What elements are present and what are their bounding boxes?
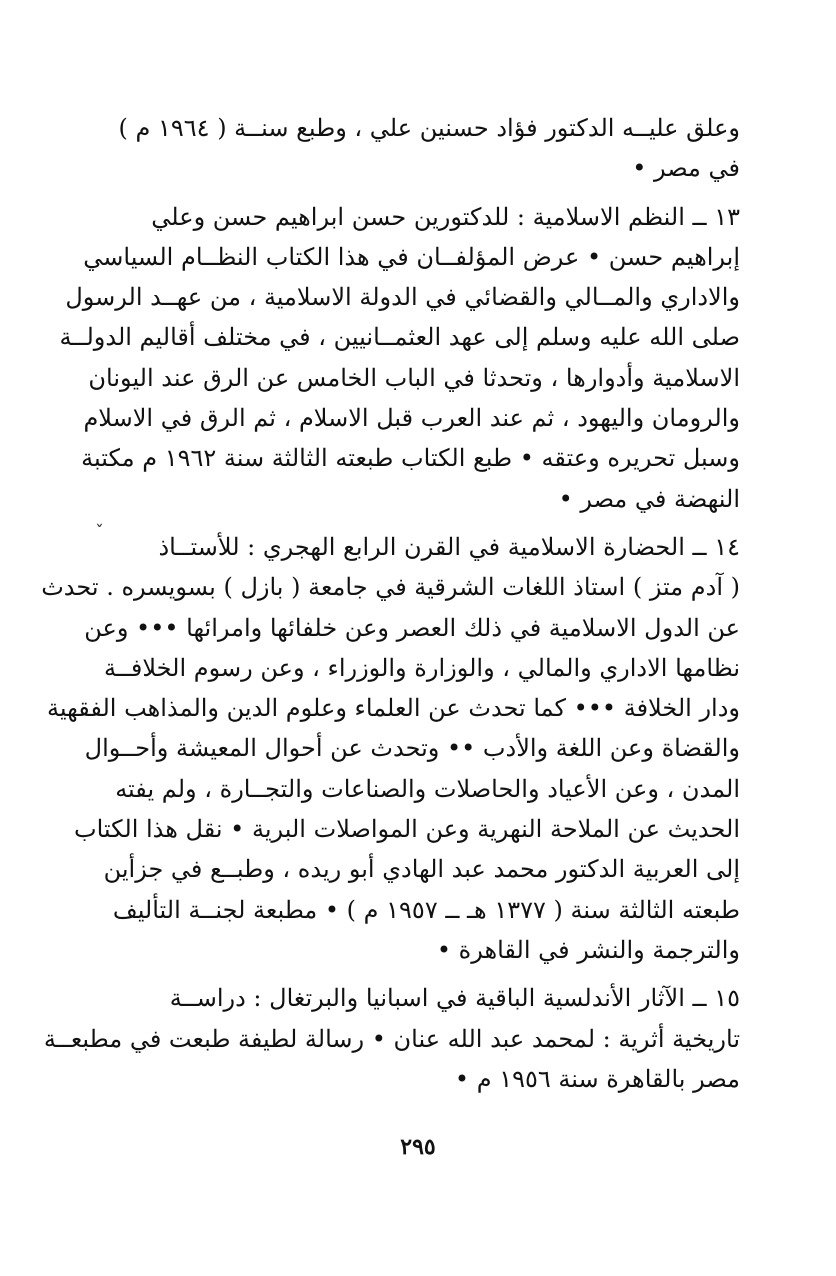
- text-line: والترجمة والنشر في القاهرة •: [436, 935, 740, 964]
- text-line: وسبل تحريره وعتقه • طبع الكتاب طبعته الثالثة سنة ١٩٦٢ م مكتبة: [81, 444, 740, 473]
- text-line: طبعته الثالثة سنة ( ١٣٧٧ هـ ــ ١٩٥٧ م ) • مطبعة لجنــة التأليف: [112, 895, 740, 924]
- text-line: والاداري والمــالي والقضائي في الدولة الاسلامية ، من عهــد الرسول: [65, 283, 740, 312]
- text-line: نظامها الاداري والمالي ، والوزارة والوزراء ، وعن رسوم الخلافــة: [103, 653, 740, 682]
- entry-14: [41, 527, 740, 970]
- text-line: والرومان واليهود ، ثم عند العرب قبل الاسلام ، ثم الرق في الاسلام: [83, 404, 740, 433]
- page-text: [41, 108, 740, 1099]
- text-line: ١٤ ــ الحضارة الاسلامية في القرن الرابع الهجري : للأستــاذ: [158, 532, 740, 561]
- entry-15: [43, 978, 740, 1099]
- text-line: النهضة في مصر •: [558, 484, 740, 513]
- text-line: ١٥ ــ الآثار الأندلسية الباقية في اسبانيا والبرتغال : دراســة: [169, 984, 740, 1013]
- text-line: الاسلامية وأدوارها ، وتحدثا في الباب الخامس عن الرق عند اليونان: [88, 363, 740, 392]
- text-line: مصر بالقاهرة سنة ١٩٥٦ م •: [454, 1064, 740, 1093]
- page-number: ٢٩٥: [400, 1134, 436, 1160]
- text-line: في مصر •: [632, 154, 740, 183]
- text-line: صلى الله عليه وسلم إلى عهد العثمــانيين ، في مختلف أقاليم الدولــة: [59, 323, 740, 352]
- text-line: تاريخية أثرية : لمحمد عبد الله عنان • رسالة لطيفة طبعت في مطبعــة: [43, 1024, 740, 1053]
- text-line: ١٣ ــ النظم الاسلامية : للدكتورين حسن ابراهيم حسن وعلي: [151, 202, 740, 231]
- text-line: عن الدول الاسلامية في ذلك العصر وعن خلفائها وامرائها ••• وعن: [84, 613, 740, 642]
- text-line: ( آدم متز ) استاذ اللغات الشرقية في جامعة ( بازل ) بسويسره . تحدث: [41, 573, 740, 602]
- text-line: وعلق عليــه الدكتور فؤاد حسنين علي ، وطبع سنــة ( ١٩٦٤ م ): [118, 114, 740, 142]
- text-line: المدن ، وعن الأعياد والحاصلات والصناعات والتجــارة ، ولم يفته: [115, 774, 740, 803]
- text-line: إبراهيم حسن • عرض المؤلفــان في هذا الكتاب النظــام السياسي: [83, 242, 740, 271]
- entry-continuation: [96, 108, 740, 189]
- stray-mark-icon: ˇ: [95, 522, 104, 543]
- entry-13: [59, 197, 740, 519]
- text-line: الحديث عن الملاحة النهرية وعن المواصلات البرية • نقل هذا الكتاب: [73, 815, 740, 844]
- text-line: ودار الخلافة ••• كما تحدث عن العلماء وعلوم الدين والمذاهب الفقهية: [47, 694, 740, 723]
- text-line: والقضاة وعن اللغة والأدب •• وتحدث عن أحوال المعيشة وأحــوال: [84, 734, 740, 763]
- text-line: إلى العربية الدكتور محمد عبد الهادي أبو ريده ، وطبــع في جزأين: [103, 855, 740, 884]
